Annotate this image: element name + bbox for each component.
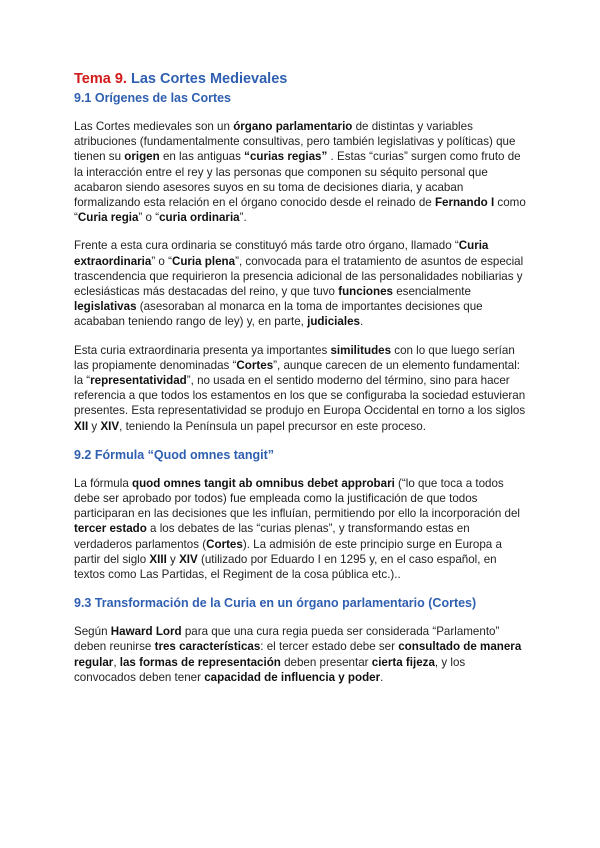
bold-text: legislativas bbox=[74, 300, 137, 314]
text-run: y bbox=[88, 419, 101, 433]
bold-text: representatividad bbox=[90, 374, 187, 388]
paragraph bbox=[74, 476, 530, 582]
paragraph bbox=[74, 624, 530, 685]
text-run: deben presentar bbox=[280, 655, 372, 669]
bold-text: origen bbox=[124, 150, 160, 164]
bold-text: XIV bbox=[100, 419, 120, 433]
bold-text: funciones bbox=[338, 285, 393, 299]
text-run: ”, aunque carecen de un elemento fundamental: la “ bbox=[74, 358, 521, 388]
bold-text: judiciales bbox=[307, 315, 360, 329]
bold-text: Haward Lord bbox=[110, 625, 182, 639]
text-run: . bbox=[359, 315, 364, 329]
bold-text: Fernando I bbox=[434, 196, 495, 210]
bold-text: cierta fijeza bbox=[371, 655, 435, 669]
bold-text: XII bbox=[74, 419, 89, 433]
text-run: Frente a esta cura ordinaria se constituyó más tarde otro órgano, llamado “ bbox=[74, 239, 459, 253]
bold-text: XIII bbox=[149, 552, 167, 566]
text-run: La fórmula bbox=[74, 476, 132, 490]
bold-text: las formas de representación bbox=[119, 655, 281, 669]
text-run: , bbox=[113, 655, 120, 669]
bold-text: consultado de manera regular bbox=[74, 640, 522, 669]
text-run: a los debates de las “curias plenas”, y transformando estas en verdaderos parlamentos ( bbox=[74, 522, 470, 551]
paragraph bbox=[74, 343, 530, 434]
paragraph bbox=[74, 119, 530, 225]
text-run: esencialmente bbox=[393, 285, 471, 299]
text-run: . bbox=[380, 670, 384, 684]
text-run: ” o “ bbox=[138, 211, 160, 225]
bold-text: curia ordinaria bbox=[159, 211, 240, 225]
text-run: como “ bbox=[74, 196, 526, 225]
text-run: de distintas y variables atribuciones (fundamentalmente consultivas, pero también legislativas y políticas) que tienen su bbox=[74, 120, 516, 164]
text-run: con lo que luego serían las propiamente denominadas “ bbox=[74, 343, 515, 372]
text-run: en las antiguas bbox=[159, 150, 245, 164]
title-text: Las Cortes Medievales bbox=[130, 71, 288, 87]
section-heading: 9.3 Transformación de la Curia en un órgano parlamentario (Cortes) bbox=[74, 596, 477, 611]
bold-text: órgano parlamentario bbox=[233, 120, 353, 133]
text-run: : el tercer estado debe ser bbox=[260, 640, 399, 654]
text-run: ”. bbox=[239, 211, 247, 225]
bold-text: Curia extraordinaria bbox=[74, 239, 489, 268]
text-run: , y los convocados deben tener bbox=[74, 655, 466, 684]
section-heading: 9.1 Orígenes de las Cortes bbox=[74, 91, 232, 105]
document-title bbox=[74, 70, 530, 88]
bold-text: Curia regia bbox=[77, 211, 139, 225]
bold-text: capacidad de influencia y poder bbox=[204, 670, 381, 684]
text-run: ”, no usada en el sentido moderno del término, sino para hacer referencia a que todos los estamentos en los que se configuraba la sociedad estuvieran presentes. Esta representatividad se produjo en Europa Occidental en torno a los siglos bbox=[74, 374, 526, 418]
text-run: ). La admisión de este principio surge en Europa a partir del siglo bbox=[74, 537, 502, 566]
bold-text: XIV bbox=[179, 552, 198, 566]
bold-text: Curia plena bbox=[171, 254, 236, 268]
text-run: (asesoraban al monarca en la toma de importantes decisiones que acababan teniendo rango de ley) y, en parte, bbox=[74, 300, 483, 329]
bold-text: Cortes bbox=[236, 358, 274, 372]
bold-text: tercer estado bbox=[74, 522, 147, 536]
text-run: Esta curia extraordinaria presenta ya importantes bbox=[74, 343, 331, 357]
bold-text: tres características bbox=[154, 640, 261, 654]
paragraph bbox=[74, 238, 530, 329]
text-run: , teniendo la Península un papel precursor en este proceso. bbox=[119, 419, 426, 433]
bold-text: “curias regias” bbox=[244, 150, 328, 164]
document-body bbox=[74, 90, 530, 685]
text-run: (“lo que toca a todos debe ser aprobado por todos) fue empleada como la justificación de que todos participaran en las decisiones que les influían, permitiendo por ello la incorporación del bbox=[74, 476, 520, 521]
title-prefix: Tema 9. bbox=[74, 71, 127, 87]
text-run: Las Cortes medievales son un bbox=[74, 120, 234, 133]
text-run: ” o “ bbox=[151, 254, 172, 268]
text-run: para que una cura regia pueda ser considerada “Parlamento” deben reunirse bbox=[74, 625, 500, 654]
bold-text: similitudes bbox=[330, 343, 392, 357]
bold-text: quod omnes tangit ab omnibus debet approbari bbox=[132, 476, 395, 490]
text-run: Según bbox=[74, 625, 111, 639]
text-run: (utilizado por Eduardo I en 1295 y, en el caso español, en textos como Las Partidas, el Regiment de la cosa pública etc.).. bbox=[74, 552, 497, 582]
text-run: . Estas “curias” surgen como fruto de la interacción entre el rey y las personas que componen su séquito personal que acabaron siendo asesores suyos en su toma de decisiones diaria, y acaban formalizando esta relación en el órgano conocido desde el reinado de bbox=[74, 150, 521, 210]
text-run: y bbox=[166, 552, 180, 566]
bold-text: Cortes bbox=[206, 537, 243, 551]
section-heading: 9.2 Fórmula “Quod omnes tangit” bbox=[74, 447, 275, 462]
text-run: ”, convocada para el tratamiento de asuntos de especial trascendencia que requirieron la presencia adicional de las personalidades nobiliarias y eclesiásticas más destacadas del reino, y que tuvo bbox=[74, 254, 524, 299]
